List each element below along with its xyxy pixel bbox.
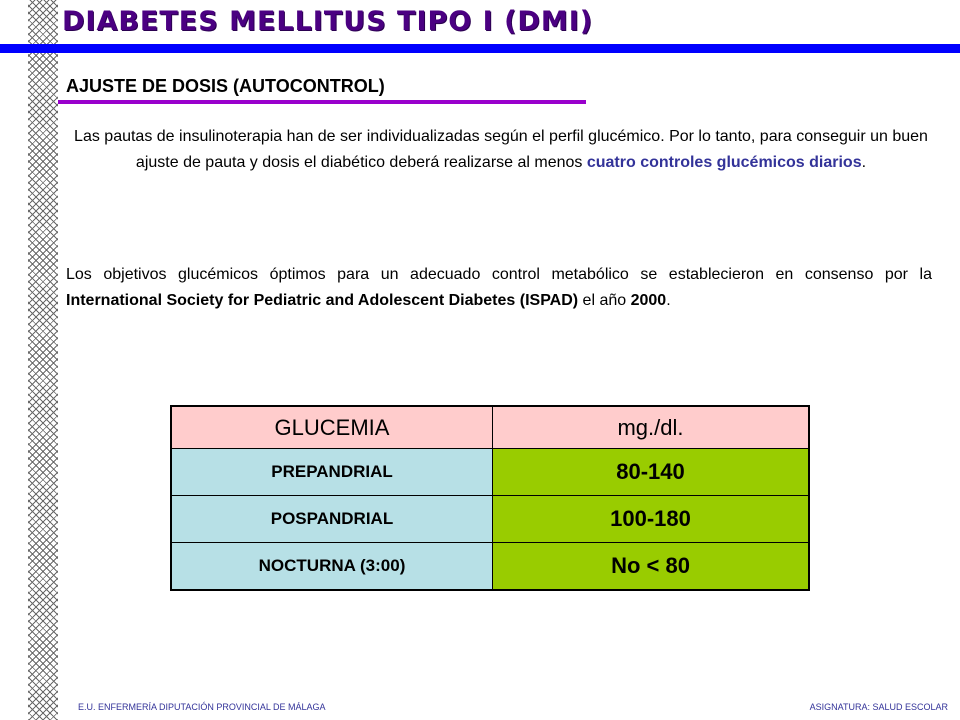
row-value: No < 80 [493, 543, 810, 591]
table-header-row [171, 406, 809, 449]
objectives-text-2: el año [578, 292, 631, 309]
section-subtitle: AJUSTE DE DOSIS (AUTOCONTROL) [66, 76, 385, 96]
row-value: 80-140 [493, 449, 810, 496]
intro-text-end: . [861, 154, 867, 171]
row-label: POSPANDRIAL [171, 496, 493, 543]
glucemia-table [170, 405, 810, 591]
title-underline-bar [0, 44, 960, 53]
footer-institution: E.U. ENFERMERÍA DIPUTACIÓN PROVINCIAL DE MÁLAGA [78, 702, 326, 712]
row-value: 100-180 [493, 496, 810, 543]
objectives-paragraph [66, 262, 932, 314]
header-units: mg./dl. [493, 406, 810, 449]
intro-text: Las pautas de insulinoterapia han de ser individualizadas según el perfil glucémico. Por lo tanto, para conseguir un buen ajuste de pauta y dosis el diabético deberá realizarse al menos [74, 128, 928, 171]
objectives-text-3: . [666, 292, 671, 309]
ispad-name: International Society for Pediatric and Adolescent Diabetes (ISPAD) [66, 292, 579, 309]
table-row [171, 496, 809, 543]
header-glucemia: GLUCEMIA [171, 406, 493, 449]
intro-paragraph [66, 124, 936, 176]
objectives-text-1: Los objetivos glucémicos óptimos para un adecuado control metabólico se establecieron en consenso por la [66, 266, 932, 283]
table-row [171, 543, 809, 591]
year: 2000 [630, 292, 667, 309]
row-label: NOCTURNA (3:00) [171, 543, 493, 591]
row-label: PREPANDRIAL [171, 449, 493, 496]
subtitle-underline [58, 100, 586, 104]
decorative-side-pattern [28, 0, 58, 720]
footer-course: ASIGNATURA: SALUD ESCOLAR [809, 702, 948, 712]
table-row [171, 449, 809, 496]
intro-highlight: cuatro controles glucémicos diarios [586, 154, 862, 171]
slide-title: DIABETES MELLITUS TIPO I (DMI) [62, 6, 594, 37]
